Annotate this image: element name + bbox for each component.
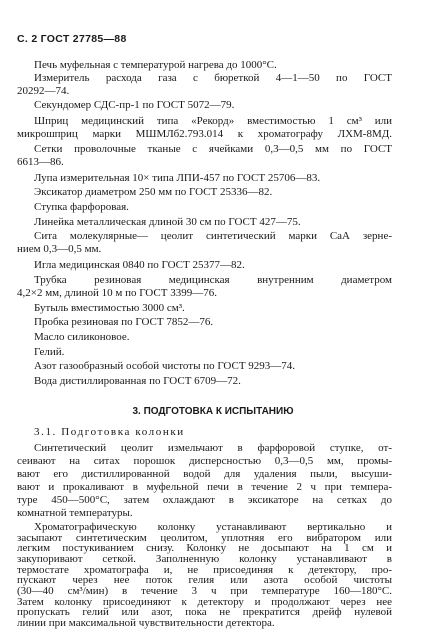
list-item: Шприц медицинский типа «Рекорд» вместимостью 1 см³ или — [34, 115, 392, 127]
paragraph-line: засыпают синтетическим цеолитом, уплотняя его вибратором или — [17, 531, 392, 544]
running-head: С. 2 ГОСТ 27785—88 — [17, 33, 127, 45]
list-item-continuation: 6613—86. — [17, 156, 64, 168]
list-item: Игла медицинская 0840 по ГОСТ 25377—82. — [34, 259, 245, 271]
paragraph-line: вают его дистиллированной водой для удаления пыли, высуши- — [17, 468, 392, 480]
list-item: Бутыль вместимостью 3000 см³. — [34, 302, 185, 314]
subsection-title: 3.1. Подготовка колонки — [34, 426, 185, 438]
list-item: Печь муфельная с температурой нагрева до 1000°С. — [34, 59, 277, 71]
paragraph-line: пускают через нее поток гелия или азота особой чистоты — [17, 574, 392, 587]
paragraph-line: Синтетический цеолит измельчают в фарфоровой ступке, от- — [34, 442, 392, 454]
list-item: Сетки проволочные тканые с ячейками 0,3—0,5 мм по ГОСТ — [34, 143, 392, 155]
list-item: Пробка резиновая по ГОСТ 7852—76. — [34, 316, 214, 328]
list-item-continuation: микрошприц марки МШМЛб2.793.014 к хроматографу ЛХМ-8МД. — [17, 128, 392, 140]
list-item: Ступка фарфоровая. — [34, 201, 129, 213]
list-item: Лупа измерительная 10× типа ЛПИ-457 по ГОСТ 25706—83. — [34, 172, 321, 184]
section-title: 3. ПОДГОТОВКА К ИСПЫТАНИЮ — [132, 406, 294, 417]
list-item: Трубка резиновая медицинская внутренним диаметром — [34, 274, 392, 286]
paragraph-line: термостате хроматографа и, не присоединяя к детектору, про- — [17, 563, 392, 576]
paragraph-line: легким постукиванием снизу. Колонку не досыпают на 1 см и — [17, 542, 392, 555]
list-item: Измеритель расхода газа с бюреткой 4—1—50 по ГОСТ — [34, 72, 392, 84]
list-item-continuation: 4,2×2 мм, длиной 10 м по ГОСТ 3399—76. — [17, 287, 217, 299]
paragraph-line: Хроматографическую колонку устанавливают вертикально и — [34, 521, 392, 533]
list-item-continuation: 20292—74. — [17, 85, 70, 97]
paragraph-line: туре 450—500°С, затем охлаждают в эксикаторе на сетках до — [17, 494, 392, 506]
list-item: Гелий. — [34, 346, 65, 358]
list-item-continuation: нием 0,3—0,5 мм. — [17, 243, 102, 255]
paragraph-line: вают и прокаливают в муфельной печи в течение 2 ч при темпера- — [17, 481, 392, 493]
paragraph-line: Затем колонку присоединяют к детектору и продолжают через нее — [17, 595, 392, 608]
paragraph-line: сеивают на ситах порошок дисперсностью 0,3—0,5 мм, промы- — [17, 455, 392, 467]
list-item: Секундомер СДС-пр-1 по ГОСТ 5072—79. — [34, 99, 235, 111]
list-item: Вода дистиллированная по ГОСТ 6709—72. — [34, 375, 241, 387]
paragraph-line: линии при максимальной чувствительности детектора. — [17, 617, 275, 629]
paragraph-line: закупоривают сеткой. Заполненную колонку устанавливают в — [17, 553, 392, 565]
list-item: Линейка металлическая длиной 30 см по ГОСТ 427—75. — [34, 216, 301, 228]
paragraph-line: (30—40 см³/мин) в течение 3 ч при температуре 160—180°С. — [17, 585, 392, 597]
list-item: Сита молекулярные— цеолит синтетический марки СаА зерне- — [34, 230, 392, 242]
paragraph-line: пропускать гелий или азот, пока не прекратится дрейф нулевой — [17, 606, 392, 619]
list-item: Масло силиконовое. — [34, 331, 130, 343]
list-item: Эксикатор диаметром 250 мм по ГОСТ 25336—82. — [34, 186, 273, 198]
list-item: Азот газообразный особой чистоты по ГОСТ 9293—74. — [34, 360, 296, 372]
paragraph-line: комнатной температуры. — [17, 507, 133, 519]
